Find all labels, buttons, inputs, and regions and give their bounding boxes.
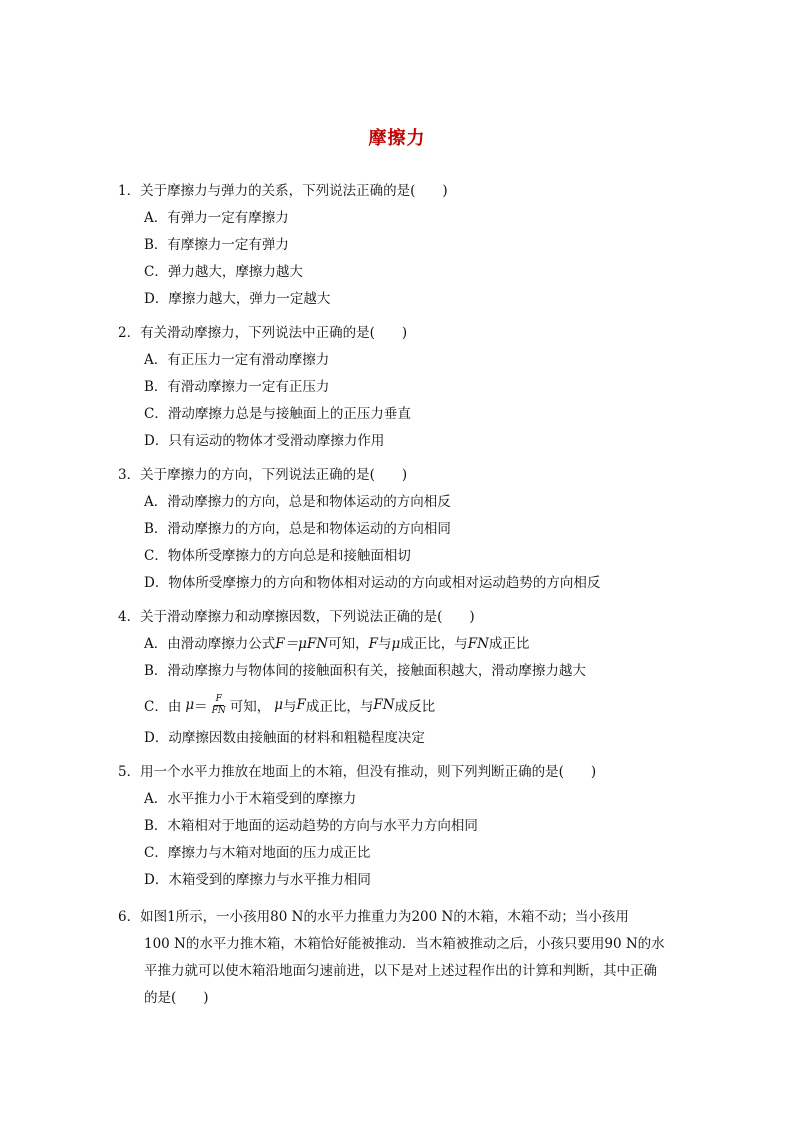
- question-list: [118, 178, 698, 1012]
- option-b: B．木箱相对于地面的运动趋势的方向与水平力方向相同: [144, 818, 478, 834]
- question-5: [118, 759, 698, 894]
- fraction-numerator: F: [215, 693, 222, 704]
- question-2: [118, 320, 698, 455]
- option-a: A．有正压力一定有滑动摩擦力: [144, 352, 330, 368]
- option-c: C．物体所受摩擦力的方向总是和接触面相切: [144, 548, 411, 564]
- question-6: [118, 904, 698, 1012]
- question-stem-line: 平推力就可以使木箱沿地面匀速前进，以下是对上述过程作出的计算和判断，其中正确: [144, 963, 657, 979]
- question-stem: 4．关于滑动摩擦力和动摩擦因数，下列说法正确的是( ): [118, 609, 475, 625]
- option-d: D．木箱受到的摩擦力与水平推力相同: [144, 872, 371, 888]
- question-stem: 2．有关滑动摩擦力，下列说法中正确的是( ): [118, 325, 408, 341]
- option-b: B．有滑动摩擦力一定有正压力: [144, 379, 330, 395]
- option-c: C．滑动摩擦力总是与接触面上的正压力垂直: [144, 406, 411, 422]
- question-3: [118, 462, 698, 597]
- page-title: 摩擦力: [368, 128, 426, 149]
- option-text: 与: [283, 699, 297, 715]
- symbol-mu: μ: [274, 697, 284, 713]
- option-c: C．弹力越大，摩擦力越大: [144, 264, 303, 280]
- option-a: A．水平推力小于木箱受到的摩擦力: [144, 791, 357, 807]
- option-text: 与: [377, 636, 392, 652]
- option-b: B．滑动摩擦力与物体间的接触面积有关，接触面积越大，滑动摩擦力越大: [144, 663, 586, 679]
- symbol-f: F: [368, 636, 378, 652]
- question-stem: 3．关于摩擦力的方向，下列说法正确的是( ): [118, 467, 408, 483]
- question-stem: 1．关于摩擦力与弹力的关系，下列说法正确的是( ): [118, 183, 448, 199]
- formula: F＝μFN: [275, 636, 329, 652]
- option-text: 成正比，与: [305, 699, 374, 715]
- question-stem: 5．用一个水平力推放在地面上的木箱，但没有推动，则下列判断正确的是( ): [118, 764, 597, 780]
- option-b: B．滑动摩擦力的方向，总是和物体运动的方向相同: [144, 521, 451, 537]
- question-4: [118, 604, 698, 752]
- option-text: 可知，: [328, 636, 369, 652]
- option-a: A．滑动摩擦力的方向，总是和物体运动的方向相反: [144, 494, 451, 510]
- option-d: D．动摩擦因数由接触面的材料和粗糙程度决定: [144, 730, 425, 746]
- option-b: B．有摩擦力一定有弹力: [144, 237, 289, 253]
- option-d: D．物体所受摩擦力的方向和物体相对运动的方向或相对运动趋势的方向相反: [144, 575, 601, 591]
- option-text: 成反比: [394, 699, 436, 715]
- symbol-fn: FN: [373, 697, 395, 713]
- symbol-fn: FN: [467, 636, 489, 652]
- symbol-mu: μ: [391, 636, 401, 652]
- fraction: [210, 694, 228, 717]
- option-text: 可知，: [229, 699, 271, 715]
- option-text: A．由滑动摩擦力公式: [144, 636, 276, 652]
- option-text: 成正比，与: [400, 636, 468, 652]
- option-d: D．摩擦力越大，弹力一定越大: [144, 291, 331, 307]
- option-a: [118, 631, 698, 658]
- symbol-mu: μ: [185, 697, 195, 713]
- question-stem-line: 100 N的水平力推木箱，木箱恰好能被推动．当木箱被推动之后，小孩只要用90 N的水: [144, 936, 665, 952]
- question-stem-line: 的是( ): [144, 990, 209, 1006]
- symbol-f: F: [296, 697, 306, 713]
- option-text: C．由: [144, 699, 182, 715]
- question-1: [118, 178, 698, 313]
- fraction-denominator: FN: [211, 705, 226, 716]
- option-c: [118, 685, 698, 725]
- equals-sign: ＝: [194, 699, 208, 715]
- option-d: D．只有运动的物体才受滑动摩擦力作用: [144, 433, 385, 449]
- question-stem-line: 6．如图1所示，一小孩用80 N的水平力推重力为200 N的木箱，木箱不动；当小孩用: [118, 909, 629, 925]
- option-a: A．有弹力一定有摩擦力: [144, 210, 289, 226]
- option-c: C．摩擦力与木箱对地面的压力成正比: [144, 845, 371, 861]
- option-text: 成正比: [488, 636, 530, 652]
